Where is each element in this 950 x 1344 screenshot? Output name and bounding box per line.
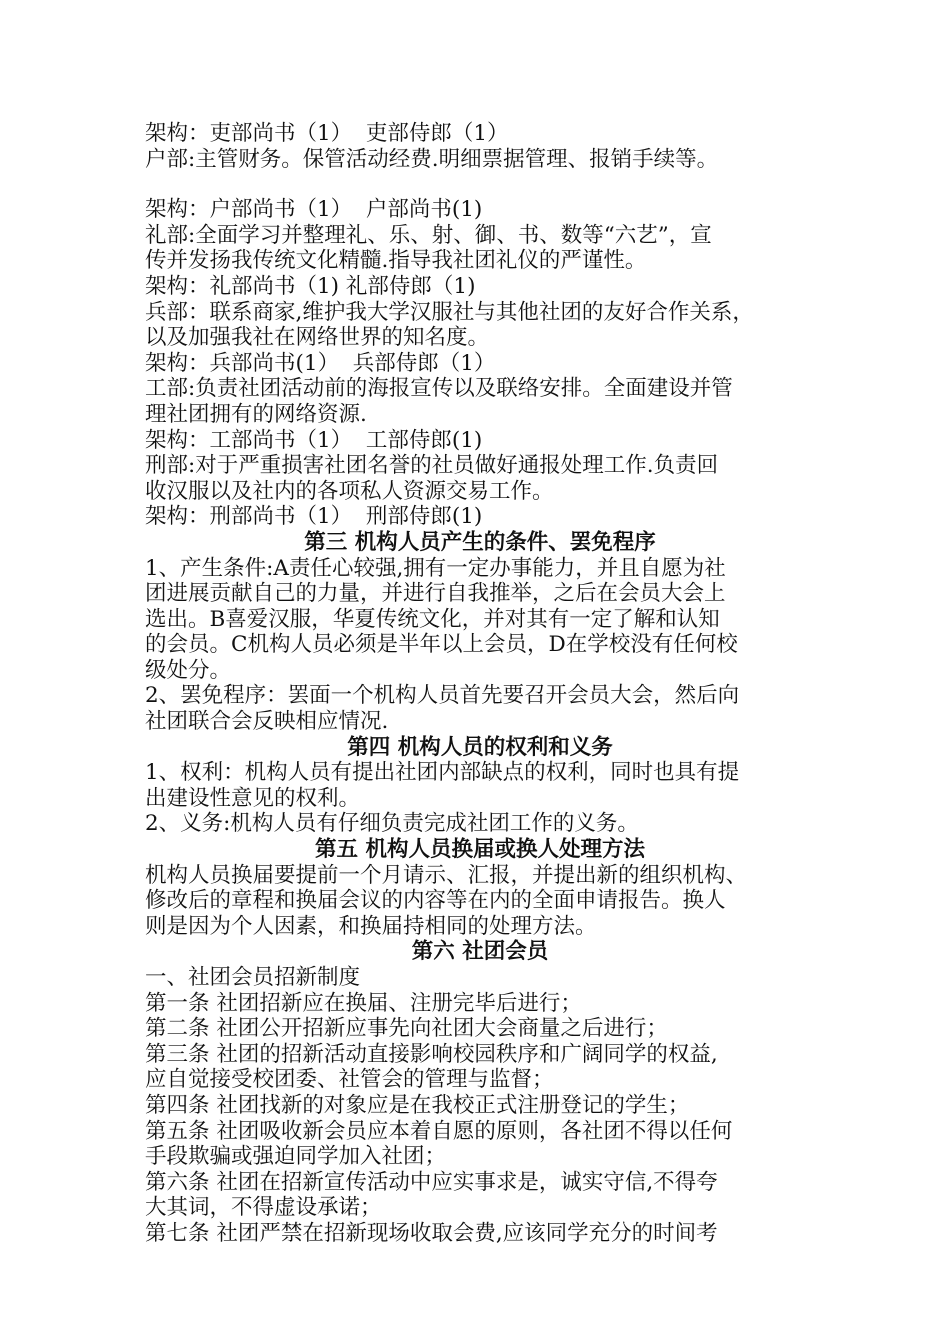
text-line: 第四条 社团找新的对象应是在我校正式注册登记的学生； <box>145 1092 690 1118</box>
text-line: 以及加强我社在网络世界的知名度。 <box>145 325 490 351</box>
text-line: 工部:负责社团活动前的海报宣传以及联络安排。全面建设并管 <box>145 376 733 402</box>
section-heading-4: 第四 机构人员的权利和义务 <box>347 734 613 760</box>
text-line: 礼部:全面学习并整理礼、乐、射、御、书、数等“六艺”，宣 <box>145 222 712 248</box>
text-line: 选出。B喜爱汉服，华夏传统文化，并对其有一定了解和认知 <box>145 606 720 632</box>
text-line: 出建设性意见的权利。 <box>145 785 361 811</box>
text-line: 架构：吏部尚书（1） 吏部侍郎（1） <box>145 121 509 146</box>
text-line: 1、产生条件:A责任心较强,拥有一定办事能力，并且自愿为社 <box>145 555 726 581</box>
section-heading-6: 第六 社团会员 <box>411 939 549 965</box>
text-line: 手段欺骗或强迫同学加入社团； <box>145 1144 447 1170</box>
section-heading-3: 第三 机构人员产生的条件、罢免程序 <box>304 529 656 555</box>
text-line: 大其词，不得虚设承诺； <box>145 1195 382 1221</box>
text-line: 团进展贡献自己的力量，并进行自我推举，之后在会员大会上 <box>145 581 726 607</box>
text-line: 刑部:对于严重损害社团名誉的社员做好通报处理工作.负责回 <box>145 453 719 479</box>
text-line: 第六条 社团在招新宣传活动中应实事求是，诚实守信,不得夸 <box>145 1169 718 1195</box>
text-line: 户部:主管财务。保管活动经费.明细票据管理、报销手续等。 <box>145 146 719 172</box>
text-line: 第二条 社团公开招新应事先向社团大会商量之后进行； <box>145 1016 668 1042</box>
text-line: 传并发扬我传统文化精髓.指导我社团礼仪的严谨性。 <box>145 248 647 274</box>
text-line: 则是因为个人因素，和换届持相同的处理方法。 <box>145 913 597 939</box>
text-line: 2、义务:机构人员有仔细负责完成社团工作的义务。 <box>145 811 639 837</box>
text-line: 架构：工部尚书（1） 工部侍郎(1) <box>145 427 483 453</box>
text-line: 应自觉接受校团委、社管会的管理与监督； <box>145 1067 554 1093</box>
text-line: 架构：兵部尚书(1） 兵部侍郎（1） <box>145 350 496 376</box>
text-line: 第七条 社团严禁在招新现场收取会费,应该同学充分的时间考 <box>145 1220 718 1246</box>
text-line: 第五条 社团吸收新会员应本着自愿的原则，各社团不得以任何 <box>145 1118 733 1144</box>
text-line: 2、罢免程序：罢面一个机构人员首先要召开会员大会，然后向 <box>145 683 740 709</box>
text-line: 第三条 社团的招新活动直接影响校园秩序和广阔同学的权益, <box>145 1041 718 1067</box>
text-line: 社团联合会反映相应情况. <box>145 709 389 735</box>
text-line: 架构：刑部尚书（1） 刑部侍郎(1) <box>145 504 483 530</box>
text-line: 1、权利：机构人员有提出社团内部缺点的权利，同时也具有提 <box>145 760 740 786</box>
text-line: 一、社团会员招新制度 <box>145 965 361 990</box>
text-line: 架构：礼部尚书（1) 礼部侍郎（1) <box>145 273 476 299</box>
text-line: 的会员。C机构人员必须是半年以上会员，D在学校没有任何校 <box>145 632 738 658</box>
document-body <box>145 121 815 1247</box>
blank-line <box>145 172 815 197</box>
section-heading-5: 第五 机构人员换届或换人处理方法 <box>315 837 645 863</box>
text-line: 机构人员换届要提前一个月请示、汇报，并提出新的组织机构、 <box>145 862 748 888</box>
text-line: 理社团拥有的网络资源. <box>145 401 367 427</box>
text-line: 收汉服以及社内的各项私人资源交易工作。 <box>145 478 554 504</box>
text-line: 架构：户部尚书（1） 户部尚书(1) <box>145 197 483 223</box>
text-line: 第一条 社团招新应在换届、注册完毕后进行； <box>145 990 582 1016</box>
text-line: 兵部：联系商家,维护我大学汉服社与其他社团的友好合作关系， <box>145 299 754 325</box>
text-line: 级处分。 <box>145 657 232 683</box>
text-line: 修改后的章程和换届会议的内容等在内的全面申请报告。换人 <box>145 888 726 914</box>
